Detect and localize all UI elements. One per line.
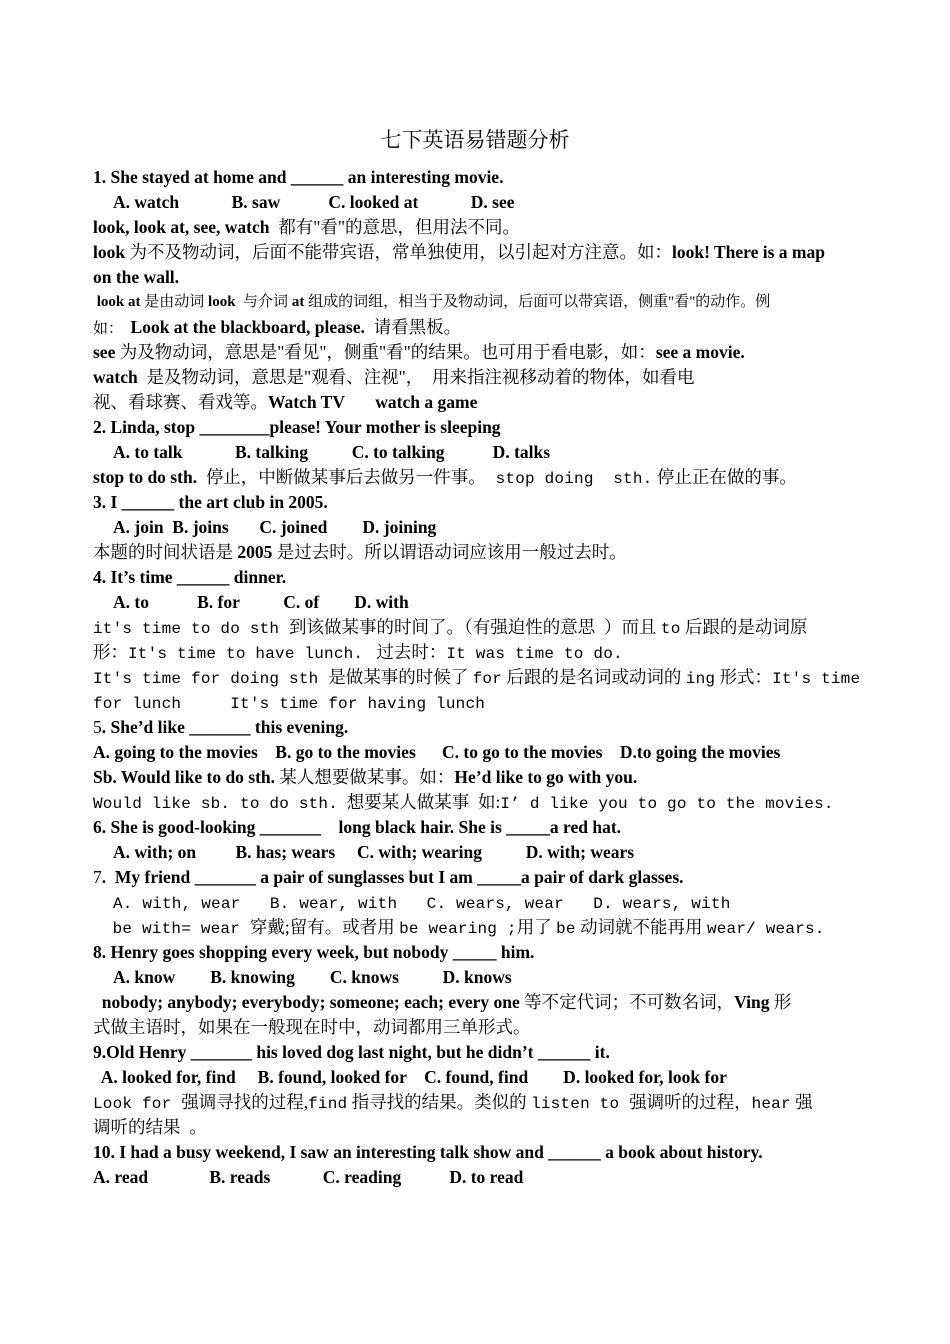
text-segment: 形： (93, 642, 128, 662)
text-segment: look (93, 242, 126, 262)
text-segment: 为不及物动词，后面不能带宾语，常单独使用，以引起对方注意。如： (125, 242, 672, 262)
text-line (93, 691, 485, 713)
text-line (93, 491, 328, 513)
text-segment: 7 (93, 867, 102, 887)
text-segment: A. looked for, find B. found, looked for C. found, find D. looked for, look for (93, 1067, 727, 1087)
text-line (93, 1066, 727, 1088)
text-line (113, 516, 436, 538)
text-segment: 请看黑板。 (364, 317, 462, 337)
text-line (93, 666, 860, 688)
text-segment: It's time for doing sth (93, 670, 329, 688)
text-line (93, 791, 834, 813)
text-line (113, 191, 515, 213)
text-segment: 后跟的是动词原 (680, 617, 808, 637)
text-segment: Watch TV watch a game (268, 392, 478, 412)
text-segment: 1. She stayed at home and ______ an interesting movie. (93, 167, 504, 187)
text-segment: 等不定代词；不可数名词， (519, 992, 735, 1012)
text-line (93, 216, 520, 238)
text-segment: 2. Linda, stop ________please! Your mother is sleeping (93, 417, 501, 437)
text-segment: It was time to do. (446, 645, 623, 663)
text-segment: A. know B. knowing C. knows D. knows (113, 967, 512, 987)
text-segment: A. going to the movies B. go to the movies C. to go to the movies D.to going the movies (93, 742, 781, 762)
text-line (113, 966, 512, 988)
text-segment: 穿戴;留有。或者用 (249, 917, 400, 937)
text-segment: 是过去时。所以谓语动词应该用一般过去时。 (272, 542, 627, 562)
text-segment: 4. It’s time ______ dinner. (93, 567, 287, 587)
text-segment: see (93, 342, 116, 362)
text-segment: 都有"看"的意思，但用法不同。 (269, 217, 520, 237)
text-segment: 形 (769, 992, 792, 1012)
text-segment: A. to talk B. talking C. to talking D. talks (113, 442, 551, 462)
text-segment: 5 (93, 717, 102, 737)
text-segment: 用了 (516, 917, 557, 937)
text-segment: for (472, 670, 503, 688)
text-segment: see a movie. (655, 342, 745, 362)
text-segment: 强调听的过程， (629, 1092, 752, 1112)
text-segment: look (208, 294, 236, 310)
text-segment: 视、看球赛、看戏等。 (93, 392, 268, 412)
text-segment: be with= wear (93, 920, 250, 938)
text-line (93, 366, 695, 388)
text-line (93, 391, 477, 413)
text-line (93, 341, 745, 363)
text-line (93, 816, 621, 838)
text-segment: 3. I ______ the art club in 2005. (93, 492, 328, 512)
text-line (93, 1141, 763, 1163)
text-segment: at (291, 294, 305, 310)
text-segment: look at (93, 294, 141, 310)
text-segment: 过去时： (363, 642, 447, 662)
page-title: 七下英语易错题分析 (380, 128, 570, 152)
text-line (93, 741, 780, 763)
text-segment: on the wall. (93, 267, 180, 287)
text-segment: Sb. Would like to do sth. (93, 767, 276, 787)
text-segment: 组成的词组，相当于及物动词，后面可以带宾语，侧重"看"的动作。例 (304, 294, 771, 310)
text-segment: 9.Old Henry _______ his loved dog last night, but he didn’t ______ it. (93, 1042, 610, 1062)
text-segment: A. join B. joins C. joined D. joining (113, 517, 437, 537)
text-line (93, 941, 534, 963)
text-segment: be (556, 920, 576, 938)
text-segment: watch (93, 367, 138, 387)
text-segment: 本题的时间状语是 (93, 542, 238, 562)
text-segment: to (660, 620, 681, 638)
text-segment: . She’d like _______ this evening. (101, 717, 349, 737)
text-segment: 是及物动词，意思是"观看、注视"， 用来指注视移动着的物体，如看电 (137, 367, 695, 387)
text-line (93, 266, 179, 288)
text-segment: . My friend _______ a pair of sunglasses but I am _____a pair of dark glasses. (101, 867, 684, 887)
text-line (93, 241, 825, 263)
text-segment: listen to (531, 1095, 630, 1113)
text-segment: A. with, wear B. wear, with C. wears, wear D. wears, with (113, 895, 731, 913)
text-segment: 10. I had a busy weekend, I saw an interesting talk show and ______ a book about history. (93, 1142, 763, 1162)
text-segment: 为及物动词，意思是"看见"，侧重"看"的结果。也可用于看电影，如： (115, 342, 656, 362)
text-segment: 形式： (715, 667, 773, 687)
text-segment: 想要某人做某事 如: (338, 792, 501, 812)
text-segment: I’ d like you to go to the movies. (500, 795, 834, 813)
text-segment: 是由动词 (140, 294, 209, 310)
text-segment: It's time (772, 670, 861, 688)
text-line (93, 316, 461, 338)
text-segment: A. with; on B. has; wears C. with; wearing D. with; wears (113, 842, 635, 862)
text-segment: A. watch B. saw C. looked at D. see (113, 192, 515, 212)
text-segment: 8. Henry goes shopping every week, but nobody _____ him. (93, 942, 535, 962)
text-segment: nobody; anybody; everybody; someone; each; every one (93, 992, 520, 1012)
text-segment: It's time to have lunch. (128, 645, 364, 663)
text-line (93, 766, 637, 788)
text-line (93, 1016, 531, 1038)
text-line (93, 166, 503, 188)
text-line (93, 466, 797, 488)
text-line (93, 416, 501, 438)
text-segment: 某人想要做某事。如： (275, 767, 455, 787)
text-segment: 强 (790, 1092, 813, 1112)
text-segment: 指寻找的结果。类似的 (347, 1092, 532, 1112)
text-line (93, 716, 348, 738)
text-line (113, 841, 634, 863)
text-segment: 6. She is good-looking _______ long black hair. She is _____a red hat. (93, 817, 622, 837)
text-segment: Look for (93, 1095, 182, 1113)
text-segment: 停止正在做的事。 (652, 467, 797, 487)
text-segment: 动词就不能再用 (575, 917, 707, 937)
text-segment: 如： (93, 321, 131, 337)
text-segment: 调听的结果 。 (93, 1117, 207, 1137)
text-segment: 到该做某事的时间了。（有强迫性的意思 ）而且 (289, 617, 661, 637)
text-line (113, 591, 409, 613)
text-line (93, 916, 825, 938)
text-line (93, 1091, 813, 1113)
text-segment: A. to B. for C. of D. with (113, 592, 409, 612)
text-segment: Look at the blackboard, please. (130, 317, 365, 337)
text-segment: wear/ wears. (706, 920, 825, 938)
text-segment: find (308, 1095, 348, 1113)
text-segment: Would like sb. to do sth. (93, 795, 339, 813)
text-line (113, 891, 731, 913)
text-line (93, 991, 791, 1013)
text-line (93, 641, 623, 663)
text-segment: 是做某事的时候了 (328, 667, 473, 687)
text-segment: He’d like to go with you. (454, 767, 638, 787)
text-segment: be wearing ; (399, 920, 517, 938)
text-line (93, 566, 286, 588)
text-segment: stop doing sth. (485, 470, 653, 488)
text-segment: stop to do sth. (93, 467, 198, 487)
text-segment: ing (685, 670, 716, 688)
text-segment: look, look at, see, watch (93, 217, 270, 237)
text-segment: 强调寻找的过程, (181, 1092, 309, 1112)
text-segment: 2005 (237, 542, 273, 562)
text-segment: Ving (734, 992, 770, 1012)
text-line (93, 1116, 207, 1138)
text-line (93, 616, 807, 638)
text-segment: 式做主语时，如果在一般现在时中，动词都用三单形式。 (93, 1017, 531, 1037)
text-segment: 后跟的是名词或动词的 (502, 667, 686, 687)
text-line (93, 1166, 523, 1188)
text-line (93, 866, 684, 888)
text-segment: 停止，中断做某事后去做另一件事。 (197, 467, 486, 487)
text-line (93, 1041, 610, 1063)
text-segment: 与介词 (235, 294, 292, 310)
text-line (93, 541, 627, 563)
text-segment: it's time to do sth (93, 620, 290, 638)
text-segment: A. read B. reads C. reading D. to read (93, 1167, 524, 1187)
text-segment: look! There is a map (671, 242, 825, 262)
text-segment: for lunch It's time for having lunch (93, 695, 486, 713)
text-line (93, 291, 770, 313)
text-line (113, 441, 550, 463)
text-segment: hear (751, 1095, 791, 1113)
